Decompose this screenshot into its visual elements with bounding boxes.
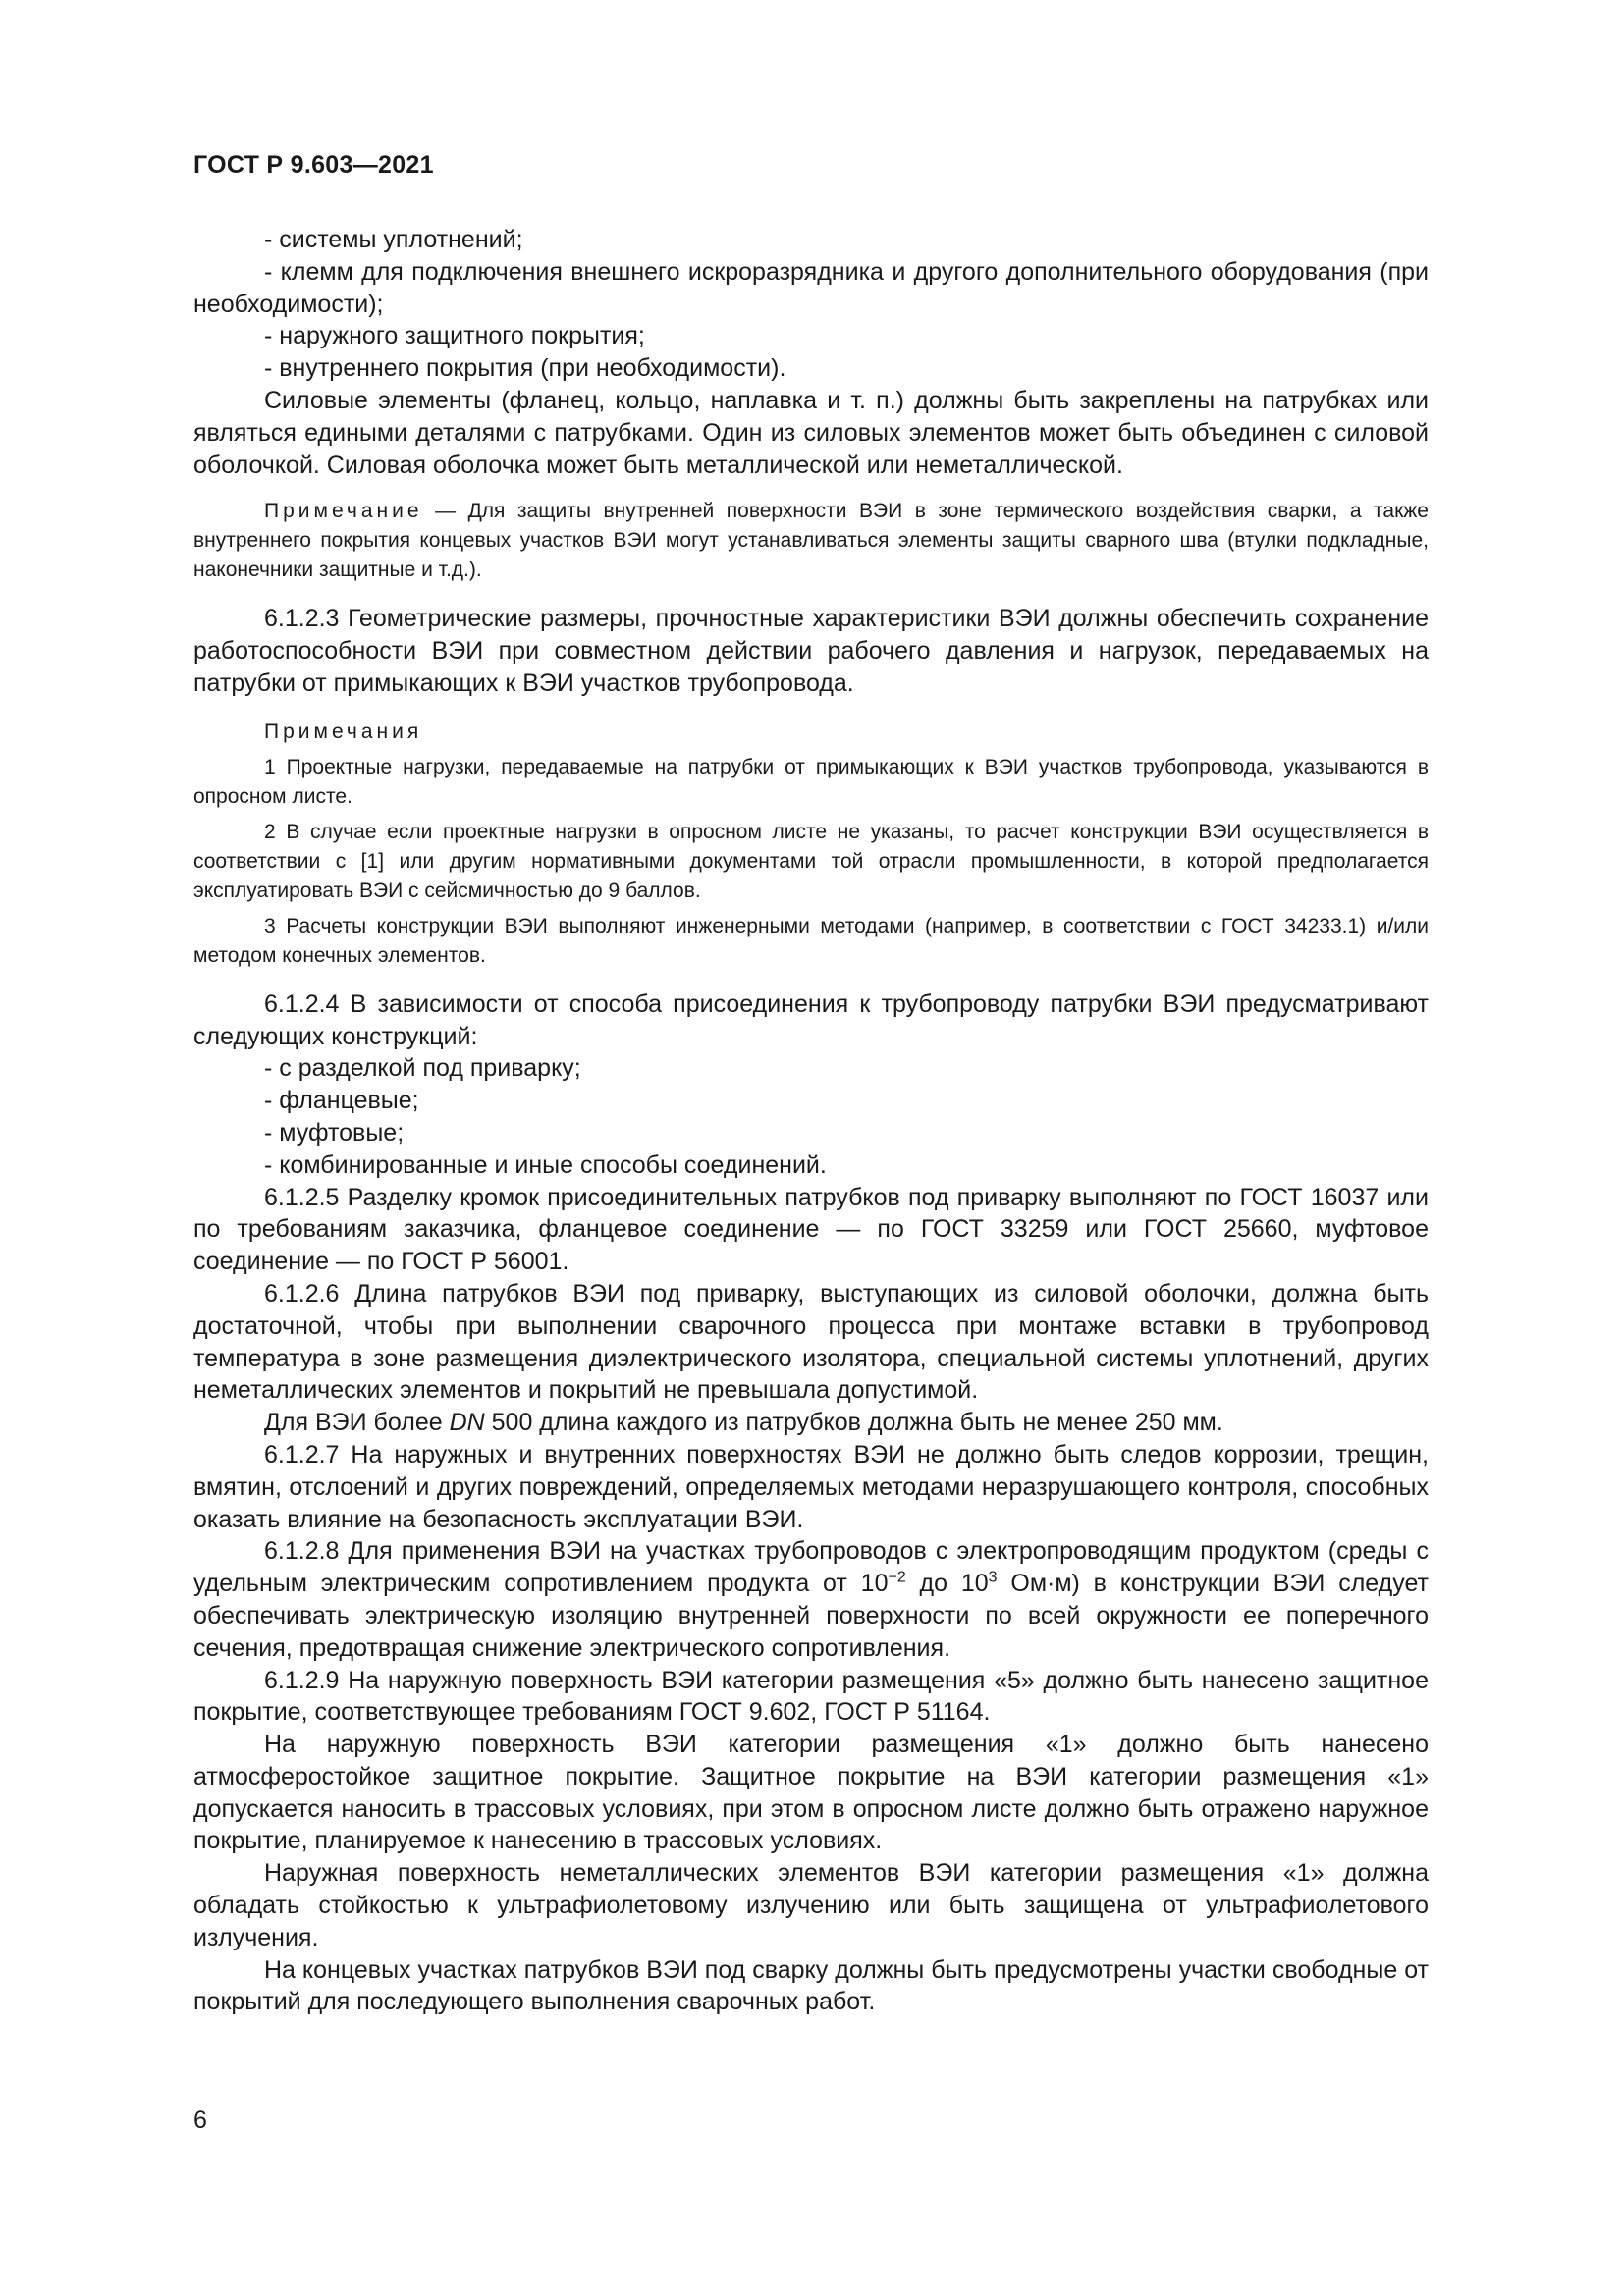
note-item: 3 Расчеты конструкции ВЭИ выполняют инженерными методами (например, в соответствии с ГОСТ 34233.1) и/или методом конечных элементов.: [193, 914, 1429, 967]
list-item: - внутреннего покрытия (при необходимости).: [264, 354, 786, 383]
p-6-1-2-8-part-b: до 10: [905, 1570, 989, 1598]
list-item: - фланцевые;: [264, 1087, 419, 1115]
note-item: 2 В случае если проектные нагрузки в опросном листе не указаны, то расчет конструкции ВЭИ осуществляется в соответствии с [1] или другим нормативными документами той отрасли промышленности, в которой предполагается эксплуатировать ВЭИ с сейсмичностью до 9 баллов.: [193, 820, 1429, 902]
document-code-header: ГОСТ Р 9.603—2021: [193, 151, 434, 179]
p-6-1-2-8-part-c: Ом·м) в конструкции ВЭИ следует обеспечивать электрическую изоляцию внутренней поверхности по всей окружности ее поперечного сечения, предотвращая снижение электрического сопротивления.: [193, 1570, 1429, 1662]
page-number: 6: [193, 2107, 207, 2134]
note-label: Примечание: [264, 500, 423, 523]
paragraph-6-1-2-5: 6.1.2.5 Разделку кромок присоединительных патрубков под приварку выполняют по ГОСТ 16037 или по требованиям заказчика, фланцевое соединение — по ГОСТ 33259 или ГОСТ 25660, муфтовое соединение — по ГОСТ Р 56001.: [193, 1183, 1429, 1276]
paragraph-pipe-ends: На концевых участках патрубков ВЭИ под сварку должны быть предусмотрены участки свободные от покрытий для последующего выполнения сварочных работ.: [193, 1955, 1429, 2016]
paragraph-nonmetal-uv: Наружная поверхность неметаллических элементов ВЭИ категории размещения «1» должна обладать стойкостью к ультрафиолетовому излучению или быть защищена от ультрафиолетового излучения.: [193, 1859, 1429, 1951]
list-item: - с разделкой под приварку;: [264, 1054, 581, 1083]
paragraph-dn500: [193, 1407, 1429, 1439]
document-body: [193, 224, 1429, 2018]
paragraph-6-1-2-9: 6.1.2.9 На наружную поверхность ВЭИ категории размещения «5» должно быть нанесено защитное покрытие, соответствующее требованиям ГОСТ 9.602, ГОСТ Р 51164.: [193, 1666, 1429, 1727]
note-item: 1 Проектные нагрузки, передаваемые на патрубки от примыкающих к ВЭИ участков трубопровода, указываются в опросном листе.: [193, 755, 1429, 808]
notes-title: Примечания: [264, 720, 423, 743]
dn-symbol: DN: [449, 1409, 485, 1437]
list-item: - комбинированные и иные способы соединений.: [264, 1150, 827, 1179]
dn500-text-after: 500 длина каждого из патрубков должна быть не менее 250 мм.: [484, 1409, 1223, 1437]
exponent-minus-2: −2: [888, 1569, 906, 1586]
note-welding-protection: [193, 497, 1429, 585]
paragraph-power-elements: Силовые элементы (фланец, кольцо, наплавка и т. п.) должны быть закреплены на патрубках или являться едиными деталями с патрубками. Один из силовых элементов может быть объединен с силовой оболочкой. Силовая оболочка может быть металлической или неметаллической.: [193, 386, 1429, 479]
paragraph-6-1-2-7: 6.1.2.7 На наружных и внутренних поверхностях ВЭИ не должно быть следов коррозии, трещин, вмятин, отслоений и других повреждений, определяемых методами неразрушающего контроля, способных оказать влияние на безопасность эксплуатации ВЭИ.: [193, 1440, 1429, 1533]
paragraph-6-1-2-6: 6.1.2.6 Длина патрубков ВЭИ под приварку, выступающих из силовой оболочки, должна быть достаточной, чтобы при выполнении сварочного процесса при монтаже вставки в трубопровод температура в зоне размещения диэлектрического изолятора, специальной системы уплотнений, других неметаллических элементов и покрытий не превышала допустимой.: [193, 1279, 1429, 1405]
list-item: - системы уплотнений;: [264, 226, 523, 253]
paragraph-category-1-coating: На наружную поверхность ВЭИ категории размещения «1» должно быть нанесено атмосферостойкое защитное покрытие. Защитное покрытие на ВЭИ категории размещения «1» допускается наносить в трассовых условиях, при этом в опросном листе должно быть отражено наружное покрытие, планируемое к нанесению в трассовых условиях.: [193, 1731, 1429, 1855]
p-6-1-2-8-part-a: 6.1.2.8 Для применения ВЭИ на участках трубопроводов с электропроводящим продуктом (среды с удельным электрическим сопротивлением продукта от 10: [193, 1537, 1429, 1598]
paragraph-6-1-2-3: 6.1.2.3 Геометрические размеры, прочностные характеристики ВЭИ должны обеспечить сохранение работоспособности ВЭИ при совместном действии рабочего давления и нагрузок, передаваемых на патрубки от примыкающих к ВЭИ участков трубопровода.: [193, 605, 1429, 697]
paragraph-6-1-2-8: [193, 1535, 1429, 1664]
list-item: - клемм для подключения внешнего искроразрядника и другого дополнительного оборудования (при необходимости);: [193, 257, 1429, 318]
note-text: — Для защиты внутренней поверхности ВЭИ в зоне термического воздействия сварки, а также внутреннего покрытия концевых участков ВЭИ могут устанавливаться элементы защиты сварного шва (втулки подкладные, наконечники защитные и т.д.).: [193, 500, 1429, 582]
list-item: - муфтовые;: [264, 1118, 405, 1147]
exponent-3: 3: [988, 1569, 998, 1586]
paragraph-6-1-2-4: 6.1.2.4 В зависимости от способа присоединения к трубопроводу патрубки ВЭИ предусматривают следующих конструкций:: [193, 989, 1429, 1050]
dn500-text-before: Для ВЭИ более: [264, 1409, 450, 1437]
list-item: - наружного защитного покрытия;: [264, 322, 645, 350]
